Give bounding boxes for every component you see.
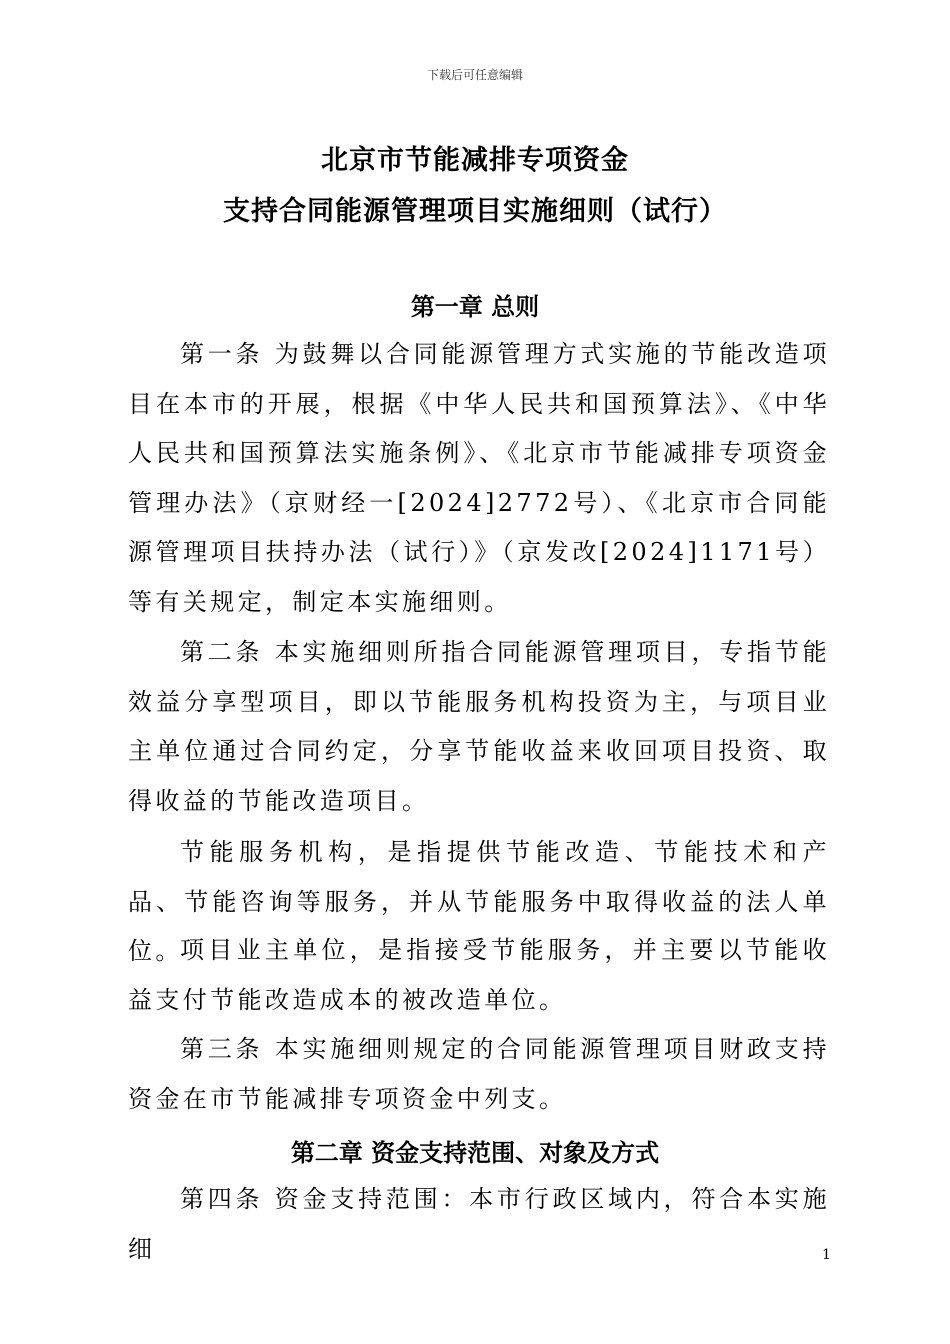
- chapter-heading-1: 第一章 总则: [410, 293, 540, 321]
- header-note: 下载后可任意编辑: [426, 68, 523, 82]
- paragraph-article-3: 第三条 本实施细则规定的合同能源管理项目财政支持资金在市节能减排专项资金中列支。: [128, 1035, 830, 1113]
- page-number: 1: [822, 1247, 831, 1263]
- paragraph-energy-service-definition: 节能服务机构，是指提供节能改造、节能技术和产品、节能咨询等服务，并从节能服务中取得收益的法人单位。: [128, 838, 830, 965]
- document-title-line-2: 支持合同能源管理项目实施细则（试行）: [223, 196, 727, 227]
- document-title-line-1: 北京市节能减排专项资金: [321, 145, 629, 176]
- chapter-heading-2: 第二章 资金支持范围、对象及方式: [290, 1139, 660, 1167]
- paragraph-article-2: 第二条 本实施细则所指合同能源管理项目，专指节能效益分享型项目，即以节能服务机构投资为主，与项目业主单位通过合同约定，分享节能收益来收回项目投资、取得收益的节能改造项目。: [128, 638, 830, 815]
- paragraph-article-1: 第一条 为鼓舞以合同能源管理方式实施的节能改造项目在本市的开展，根据《中华人民共和国预算法》、《中华人民共和国预算法实施条例》、《北京市节能减排专项资金管理办法》（京财经一[2024]2772号）、《北京市合同能源管理项目扶持办法（试行）》（京发改[2024]1171号）等有关规定，制定本实施细则。: [128, 340, 830, 616]
- paragraph-owner-definition: 项目业主单位，是指接受节能服务，并主要以节能收益支付节能改造成本的被改造单位。: [128, 936, 830, 1014]
- paragraph-article-4: 第四条 资金支持范围：本市行政区域内，符合本实施细: [128, 1185, 830, 1263]
